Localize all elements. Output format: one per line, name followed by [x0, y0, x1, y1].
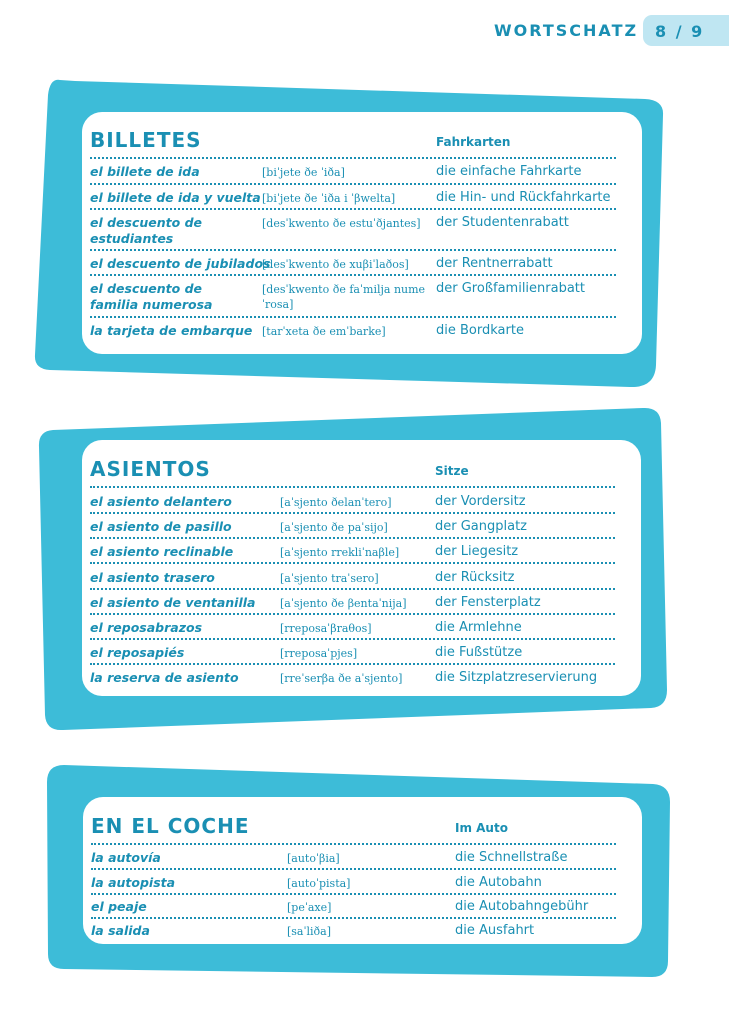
separator	[90, 208, 616, 210]
pronunciation: [peˈaxe]	[287, 901, 332, 914]
pronunciation: [rreˈserβa ðe aˈsjento]	[280, 672, 403, 685]
spanish-term: el asiento de pasillo	[90, 519, 232, 534]
german-translation: die Armlehne	[435, 620, 522, 635]
pronunciation: [aˈsjento rrekliˈnaβle]	[280, 546, 400, 559]
separator	[90, 157, 616, 159]
pronunciation: [desˈkwento ðe xuβiˈlaðos]	[262, 258, 409, 271]
section-title: BILLETES	[90, 128, 202, 152]
german-translation: die Hin- und Rückfahrkarte	[436, 190, 611, 205]
separator	[90, 588, 615, 590]
spanish-term: el billete de ida y vuelta	[90, 190, 261, 205]
pronunciation: [aˈsjento ðe βentaˈnija]	[280, 597, 407, 610]
pronunciation: [aˈsjento traˈsero]	[280, 572, 379, 585]
section-title: ASIENTOS	[90, 457, 211, 481]
separator	[91, 843, 616, 845]
german-translation: der Großfamilienrabatt	[436, 281, 586, 296]
spanish-term: la autopista	[91, 875, 176, 890]
header-title: WORTSCHATZ	[494, 21, 639, 40]
vocab-card-asientos	[82, 440, 641, 696]
spanish-term: la autovía	[91, 850, 161, 865]
spanish-term: el descuento de jubilados	[90, 256, 271, 271]
spanish-term: la salida	[91, 923, 150, 938]
separator	[90, 537, 615, 539]
pronunciation: [autoˈβia]	[287, 852, 340, 865]
spanish-term: el peaje	[91, 899, 147, 914]
separator	[90, 638, 615, 640]
pronunciation: [desˈkwento ðe estuˈðjantes]	[262, 217, 421, 230]
pronunciation: [rreposaˈpjes]	[280, 647, 358, 660]
separator	[90, 486, 615, 488]
separator	[90, 562, 615, 564]
separator	[90, 274, 616, 276]
spanish-term: el billete de ida	[90, 164, 200, 179]
separator	[91, 893, 616, 895]
german-translation: der Gangplatz	[435, 519, 528, 534]
spanish-term: el asiento reclinable	[90, 544, 234, 559]
pronunciation: [biˈjete ðe ˈiða i ˈβwelta]	[262, 192, 396, 205]
pronunciation: [biˈjete ðe ˈiða]	[262, 166, 345, 179]
german-translation: die Schnellstraße	[455, 850, 568, 865]
spanish-term: el asiento de ventanilla	[90, 595, 256, 610]
pronunciation: [aˈsjento ðe paˈsijo]	[280, 521, 388, 534]
german-translation: der Fensterplatz	[435, 595, 541, 610]
spanish-term: la reserva de asiento	[90, 670, 239, 685]
german-translation: die Sitzplatzreservierung	[435, 670, 598, 685]
spanish-term: el asiento trasero	[90, 570, 215, 585]
german-translation: die einfache Fahrkarte	[436, 164, 582, 179]
separator	[90, 663, 615, 665]
separator	[90, 512, 615, 514]
separator	[91, 917, 616, 919]
spanish-term: el reposabrazos	[90, 620, 203, 635]
pronunciation: [rreposaˈβraθos]	[280, 622, 372, 635]
pronunciation: [desˈkwento ðe faˈmilja numeˈrosa]	[262, 283, 426, 311]
section-translation: Im Auto	[455, 821, 508, 835]
german-translation: der Vordersitz	[435, 494, 526, 509]
spanish-term: el reposapiés	[90, 645, 185, 660]
separator	[90, 183, 616, 185]
german-translation: die Autobahn	[455, 875, 542, 890]
pronunciation: [autoˈpista]	[287, 877, 351, 890]
spanish-term: el asiento delantero	[90, 494, 232, 509]
page-indicator: 8 / 9	[655, 22, 705, 41]
separator	[91, 868, 616, 870]
german-translation: die Fußstütze	[435, 645, 523, 660]
spanish-term: el descuento de estudiantes	[90, 215, 203, 246]
vocab-card-billetes	[82, 112, 642, 354]
spanish-term: el descuento de familia numerosa	[90, 281, 213, 312]
section-translation: Sitze	[435, 464, 469, 478]
german-translation: die Ausfahrt	[455, 923, 535, 938]
german-translation: der Rentnerrabatt	[436, 256, 553, 271]
pronunciation: [aˈsjento ðelanˈtero]	[280, 496, 392, 509]
vocab-card-en-el-coche	[83, 797, 642, 944]
spanish-term: la tarjeta de embarque	[90, 323, 253, 338]
pronunciation: [tarˈxeta ðe emˈbarke]	[262, 325, 386, 338]
german-translation: der Rücksitz	[435, 570, 515, 585]
german-translation: der Studentenrabatt	[436, 215, 569, 230]
german-translation: der Liegesitz	[435, 544, 519, 559]
german-translation: die Autobahngebühr	[455, 899, 589, 914]
separator	[90, 316, 616, 318]
separator	[90, 249, 616, 251]
section-title: EN EL COCHE	[91, 814, 250, 838]
pronunciation: [saˈliða]	[287, 925, 332, 938]
german-translation: die Bordkarte	[436, 323, 524, 338]
separator	[90, 613, 615, 615]
section-translation: Fahrkarten	[436, 135, 511, 149]
